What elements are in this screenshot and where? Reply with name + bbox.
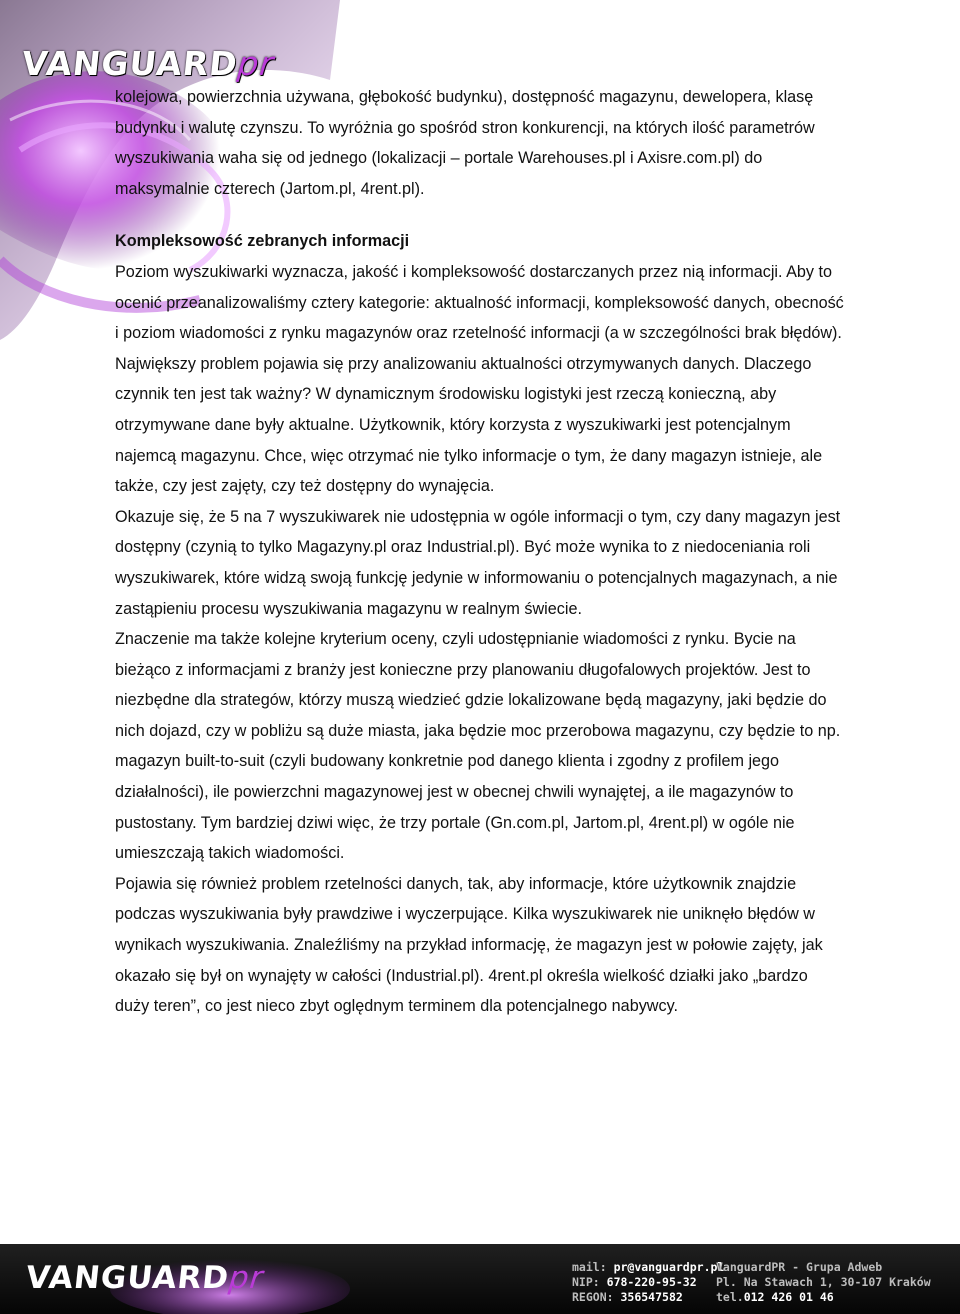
regon-value: 356547582	[620, 1290, 683, 1304]
header-logo-main: VANGUARD	[19, 44, 240, 83]
paragraph-3: Okazuje się, że 5 na 7 wyszukiwarek nie udostępnia w ogóle informacji o tym, czy dany magazyn jest dostępny (czynią to tylko Magazyny.pl oraz Industrial.pl). Być może wynika to z niedoceniania roli wyszukiwarek, które widzą swoją funkcję jedynie w informowaniu o potencjalnych magazynach, a nie zastąpieniu procesu wyszukiwania magazynu w realnym świecie.	[115, 507, 841, 618]
nip-value: 678-220-95-32	[606, 1275, 697, 1289]
company-address: Pl. Na Stawach 1, 30-107 Kraków	[716, 1275, 931, 1289]
mail-label: mail:	[572, 1260, 607, 1274]
footer-company-column	[716, 1260, 931, 1305]
nip-label: NIP:	[572, 1275, 600, 1289]
mail-link[interactable]: pr@vanguardpr.pl	[613, 1260, 725, 1274]
paragraph-1: Poziom wyszukiwarki wyznacza, jakość i kompleksowość dostarczanych przez nią informacji. Aby to ocenić przeanalizowaliśmy cztery kategorie: aktualność informacji, kompleksowość danych, obecność i poziom wiadomości z rynku magazynów oraz rzetelność informacji (a w szczególności brak błędów).	[115, 262, 844, 343]
regon-label: REGON:	[572, 1290, 614, 1304]
paragraph-2: Największy problem pojawia się przy analizowaniu aktualności otrzymywanych danych. Dlaczego czynnik ten jest tak ważny? W dynamicznym środowisku logistyki jest rzeczą konieczną, aby otrzymywane dane były aktualne. Użytkownik, który korzysta z wyszukiwarki jest potencjalnym najemcą magazynu. Chce, więc otrzymać nie tylko informacje o tym, że dany magazyn istnieje, ale także, czy jest zajęty, czy też dostępny do wynajęcia.	[115, 354, 823, 496]
footer-logo-main: VANGUARD	[24, 1260, 231, 1296]
footer-logo	[24, 1260, 265, 1296]
tel-value: 012 426 01 46	[743, 1290, 834, 1304]
paragraph-5: Pojawia się również problem rzetelności danych, tak, aby informacje, które użytkownik znajdzie podczas wyszukiwania były prawdziwe i wyczerpujące. Kilka wyszukiwarek nie uniknęło błędów w wynikach wyszukiwania. Znaleźliśmy na przykład informację, że magazyn jest w połowie zajęty, jak okazało się był on wynajęty w całości (Industrial.pl). 4rent.pl określa wielkość działki jako „bardzo duży teren”, co jest nieco zbyt oględnym terminem dla potencjalnego nabywcy.	[115, 874, 823, 1016]
header-logo	[20, 44, 276, 83]
document-body	[115, 82, 846, 1022]
footer-logo-accent: pr	[227, 1260, 266, 1296]
paragraph-4: Znaczenie ma także kolejne kryterium oceny, czyli udostępnianie wiadomości z rynku. Bycie na bieżąco z informacjami z branży jest konieczne przy planowaniu długofalowych projektów. Jest to niezbędne dla strategów, którzy muszą wiedzieć gdzie lokalizowane będą magazyny, jaki będzie do nich dojazd, czy w pobliżu są duże miasta, jaka będzie moc przerobowa magazynu, czy będzie to np. magazyn built-to-suit (czyli budowany konkretnie pod danego klienta i zgodny z profilem jego działalności), ile powierzchni magazynowej jest w obecnej chwili wynajętej, a ile magazynów to pustostany. Tym bardziej dziwi więc, że trzy portale (Gn.com.pl, Jartom.pl, 4rent.pl) w ogóle nie umieszczają takich wiadomości.	[115, 630, 841, 863]
intro-paragraph: kolejowa, powierzchnia używana, głębokość budynku), dostępność magazynu, dewelopera, klasę budynku i walutę czynszu. To wyróżnia go spośród stron konkurencji, na których ilość parametrów wyszukiwania waha się od jednego (lokalizacji – portale Warehouses.pl i Axisre.com.pl) do maksymalnie czterech (Jartom.pl, 4rent.pl).	[115, 88, 815, 198]
header-logo-accent: pr	[235, 44, 277, 83]
company-name: VanguardPR - Grupa Adweb	[716, 1260, 883, 1274]
footer-contact-column	[572, 1260, 724, 1305]
page-footer	[0, 1244, 960, 1314]
section-heading: Kompleksowość zebranych informacji	[115, 232, 410, 251]
tel-label: tel.	[716, 1290, 744, 1304]
